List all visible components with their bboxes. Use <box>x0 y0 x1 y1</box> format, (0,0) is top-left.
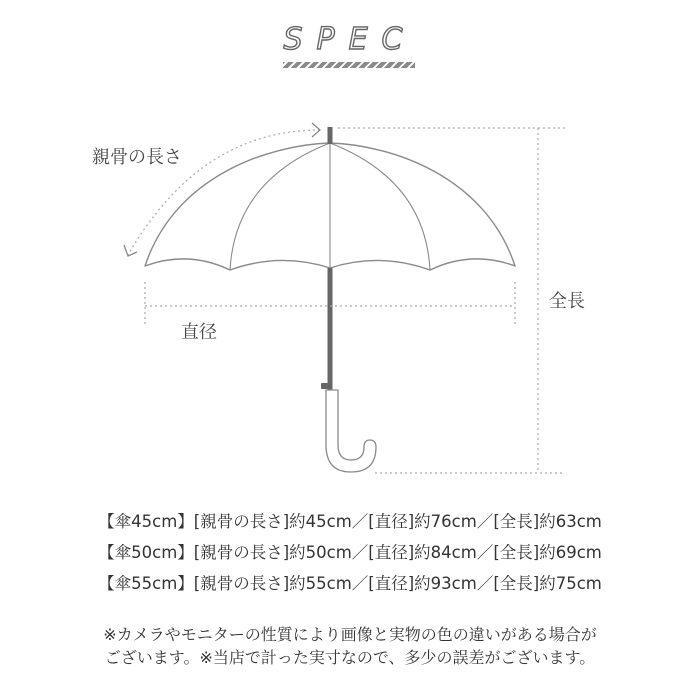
umbrella-tip <box>328 127 333 144</box>
spec-row-45: 【傘45cm】[親骨の長さ]約45cm／[直径]約76cm／[全長]約63cm <box>98 512 602 531</box>
umbrella-button <box>321 383 330 389</box>
diameter-label: 直径 <box>181 322 217 343</box>
rib-length-label: 親骨の長さ <box>92 147 182 168</box>
note-line-2: ございます。※当店で計った実寸なので、多少の誤差がございます。 <box>104 648 596 667</box>
spec-row-50: 【傘50cm】[親骨の長さ]約50cm／[直径]約84cm／[全長]約69cm <box>98 543 602 562</box>
note-line-1: ※カメラやモニターの性質により画像と実物の色の違いがある場合が <box>103 625 597 644</box>
total-length-label: 全長 <box>549 291 585 312</box>
spec-row-55: 【傘55cm】[親骨の長さ]約55cm／[直径]約93cm／[全長]約75cm <box>98 574 602 593</box>
umbrella-shaft <box>328 268 333 390</box>
spec-title: SPEC <box>283 22 417 57</box>
umbrella-handle <box>326 390 376 472</box>
